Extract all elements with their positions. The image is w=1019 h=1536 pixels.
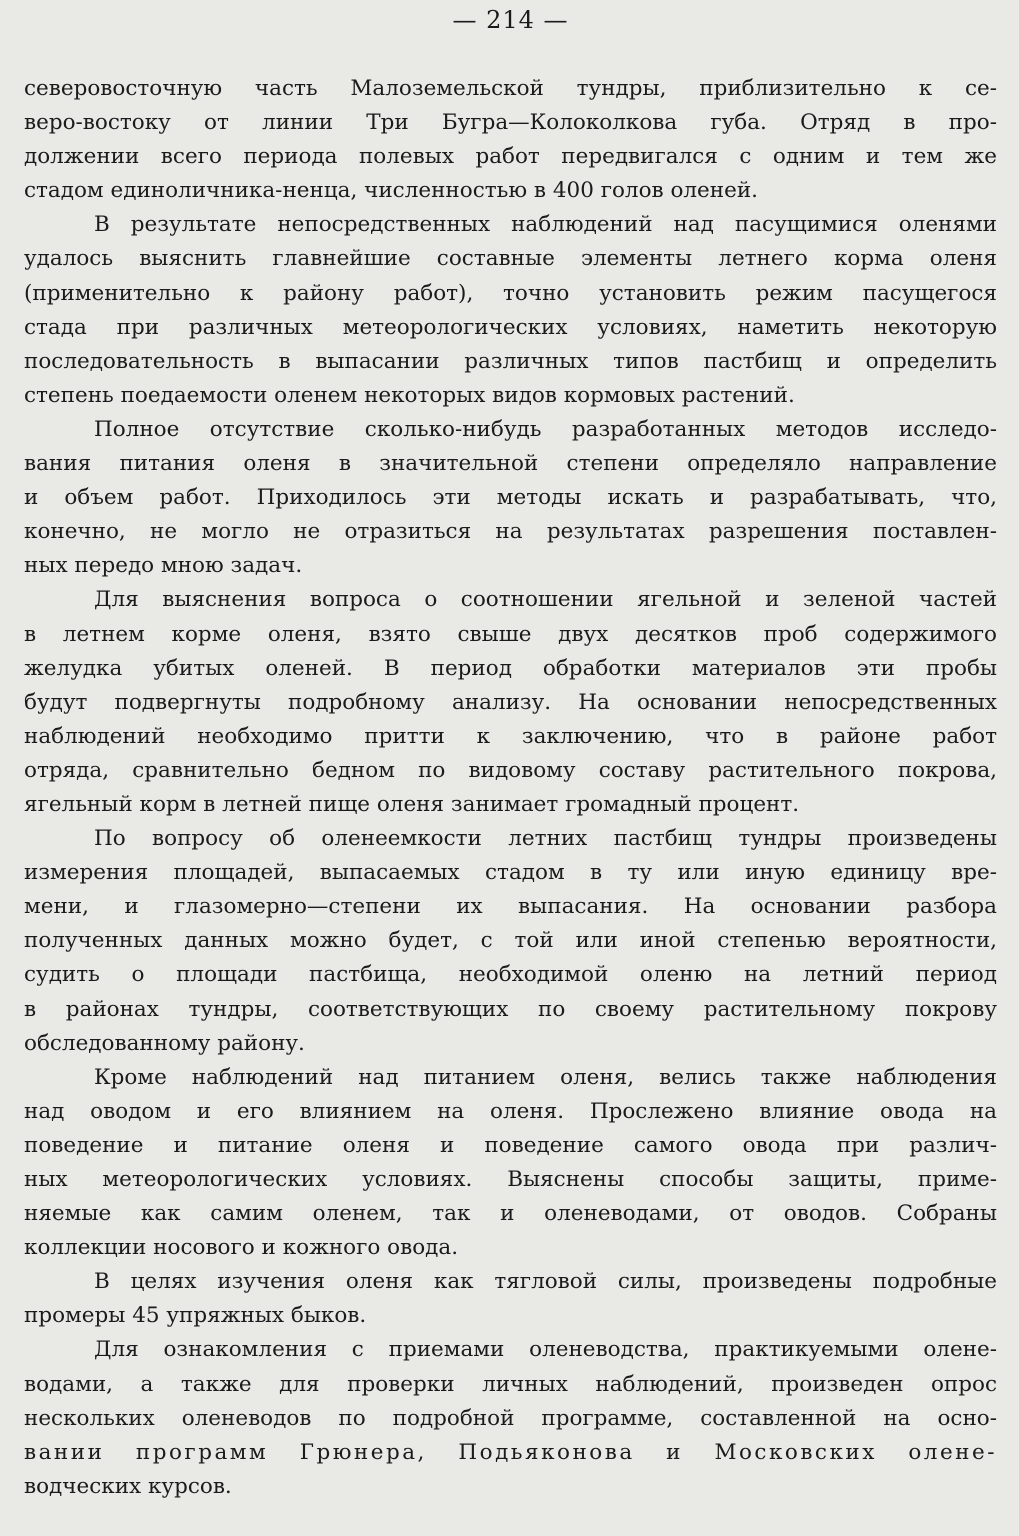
text-line: северовосточную часть Малоземельской тундры, приблизительно к се- [24, 76, 997, 101]
text-line: отряда, сравнительно бедном по видовому составу растительного покрова, [24, 757, 997, 783]
text-line: ных передо мною задач. [24, 553, 303, 579]
text-line: в районах тундры, соответствующих по своему растительному покрову [24, 996, 997, 1022]
text-line: желудка убитых оленей. В период обработки материалов эти пробы [24, 655, 997, 681]
text-line: обследованному району. [24, 1030, 305, 1056]
text-line: мени, и глазомерно—степени их выпасания. На основании разбора [24, 894, 997, 920]
text-line: последовательность в выпасании различных типов пастбищ и определить [24, 348, 997, 374]
text-line: По вопросу об оленеемкости летних пастбищ тундры произведены [94, 826, 997, 852]
text-line: судить о площади пастбища, необходимой оленю на летний период [24, 962, 997, 988]
text-line: и объем работ. Приходилось эти методы искать и разрабатывать, что, [24, 485, 997, 511]
text-line: измерения площадей, выпасаемых стадом в ту или иную единицу вре- [24, 860, 997, 886]
text-line: Кроме наблюдений над питанием оленя, велись также наблюдения [94, 1064, 997, 1090]
text-line: конечно, не могло не отразиться на результатах разрешения поставлен- [24, 519, 997, 545]
text-line: Полное отсутствие сколько-нибудь разработанных методов исследо- [94, 416, 997, 442]
text-line: (применительно к району работ), точно установить режим пасущегося [24, 280, 997, 306]
text-line: Для выяснения вопроса о соотношении ягельной и зеленой частей [94, 587, 997, 613]
text-line: промеры 45 упряжных быков. [24, 1303, 367, 1329]
text-line: вания питания оленя в значительной степени определяло направление [24, 451, 997, 477]
text-line: В результате непосредственных наблюдений над пасущимися оленями [94, 212, 997, 238]
text-line: веро-востоку от линии Три Бугра—Колоколкова губа. Отряд в про- [24, 110, 997, 136]
text-line: поведение и питание оленя и поведение самого овода при различ- [24, 1132, 997, 1158]
text-line: ных метеорологических условиях. Выяснены способы защиты, приме- [24, 1167, 997, 1192]
text-line: нескольких оленеводов по подробной программе, составленной на осно- [24, 1405, 997, 1431]
text-line: водами, а также для проверки личных наблюдений, произведен опрос [24, 1371, 997, 1397]
text-line: полученных данных можно будет, с той или иной степенью вероятности, [24, 928, 997, 954]
page-number: — 214 — [452, 6, 569, 34]
text-line: в летнем корме оленя, взято свыше двух десятков проб содержимого [24, 621, 997, 647]
text-line: В целях изучения оленя как тягловой силы, произведены подробные [94, 1269, 997, 1295]
text-line: няемые как самим оленем, так и оленеводами, от оводов. Собраны [24, 1201, 997, 1227]
text-line: стадом единоличника-ненца, численностью в 400 голов оленей. [24, 178, 759, 204]
text-line: водческих курсов. [24, 1473, 232, 1499]
text-line: над оводом и его влиянием на оленя. Прослежено влияние овода на [24, 1098, 997, 1124]
text-line: стада при различных метеорологических условиях, наметить некоторую [24, 314, 997, 340]
text-line: степень поедаемости оленем некоторых видов кормовых растений. [24, 382, 795, 408]
text-line: вании программ Грюнера, Подьяконова и Московских олене- [24, 1439, 997, 1465]
text-line: будут подвергнуты подробному анализу. На основании непосредственных [24, 689, 997, 715]
body-text [24, 72, 997, 1504]
text-line: наблюдений необходимо притти к заключению, что в районе работ [24, 723, 997, 749]
text-line: ягельный корм в летней пище оленя занимает громадный процент. [24, 791, 800, 817]
text-line: удалось выяснить главнейшие составные элементы летнего корма оленя [24, 246, 997, 272]
text-line: Для ознакомления с приемами оленеводства, практикуемыми олене- [94, 1337, 997, 1363]
text-line: коллекции носового и кожного овода. [24, 1235, 459, 1261]
text-line: должении всего периода полевых работ передвигался с одним и тем же [24, 144, 997, 170]
